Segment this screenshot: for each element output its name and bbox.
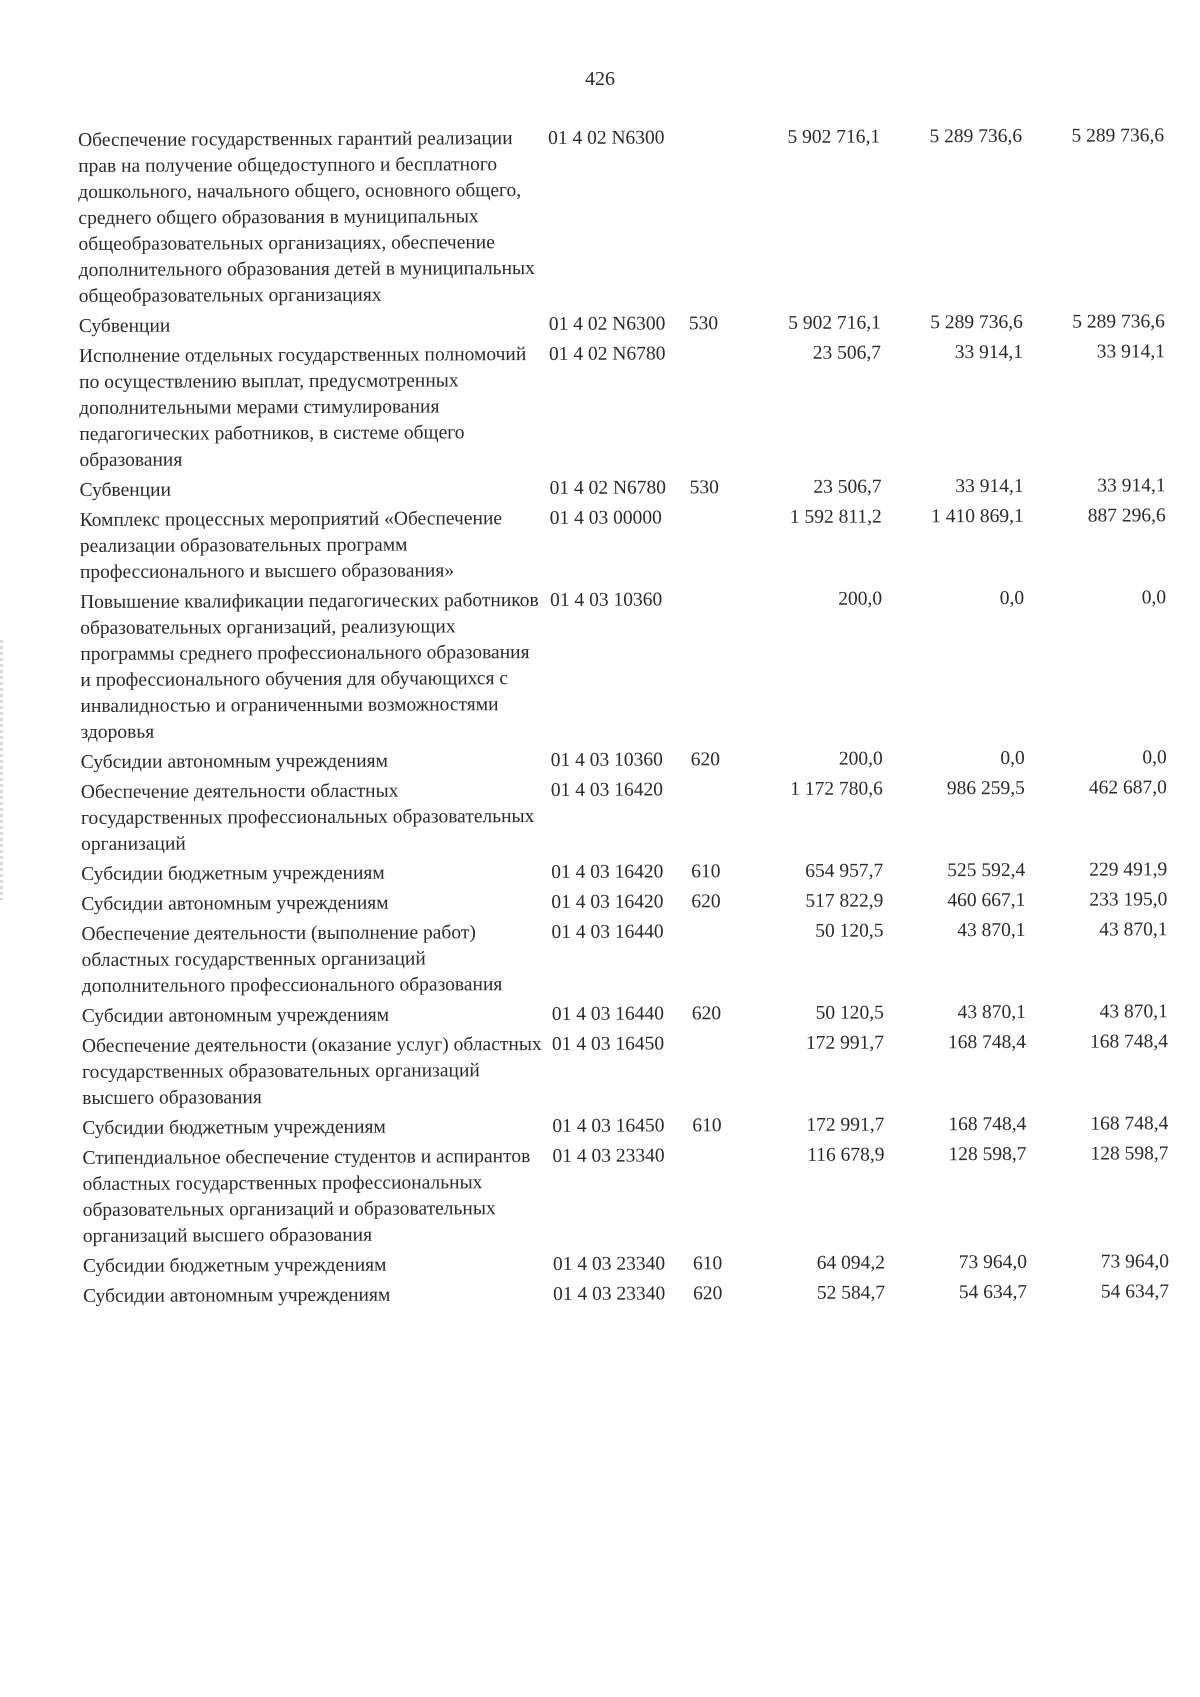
row-name: Субсидии автономным учреждениям — [80, 750, 388, 773]
row-value-2: 5 289 736,6 — [930, 311, 1023, 334]
row-type: 620 — [690, 749, 721, 771]
row-code: 01 4 03 23340 — [552, 1253, 666, 1275]
row-type — [688, 125, 739, 311]
row-code: 01 4 02 N6780 — [549, 477, 667, 499]
table-row — [79, 309, 1165, 344]
table-row — [80, 585, 1167, 750]
row-value-2: 168 748,4 — [947, 1031, 1027, 1054]
row-name: Субсидии автономным учреждениям — [83, 1284, 391, 1307]
table-row — [83, 1279, 1169, 1314]
row-value-3: 43 870,1 — [1099, 1001, 1168, 1023]
row-value-3: 229 491,9 — [1089, 859, 1168, 881]
table-row — [82, 1111, 1168, 1146]
row-value-2: 33 914,1 — [954, 341, 1024, 364]
row-value-3: 168 748,4 — [1090, 1113, 1169, 1135]
page-number: 426 — [585, 68, 615, 90]
table-row — [78, 123, 1165, 314]
row-code: 01 4 02 N6300 — [548, 127, 665, 149]
row-type: 620 — [693, 1283, 723, 1305]
row-name: Стипендиальное обеспечение студентов и аспирантов областных государственных профессиональных образовательных организаций и образовательных организаций высшего образования — [82, 1146, 531, 1247]
row-value-1: 50 120,5 — [815, 1002, 884, 1024]
table-row — [82, 999, 1168, 1034]
table-row — [81, 745, 1167, 780]
row-name: Субвенции — [79, 479, 172, 501]
row-type: 530 — [689, 477, 719, 499]
row-code: 01 4 03 10360 — [550, 589, 663, 611]
table-row — [82, 1141, 1168, 1254]
row-value-1: 200,0 — [838, 748, 883, 770]
row-name: Субсидии бюджетным учреждениям — [82, 1116, 386, 1139]
row-value-3: 128 598,7 — [1090, 1143, 1169, 1165]
table-row — [82, 1029, 1168, 1116]
row-value-3: 54 634,7 — [1100, 1281, 1170, 1303]
row-name: Исполнение отдельных государственных полномочий по осуществлению выплат, предусмотренных дополнительными мерами стимулирования педагогических работников, в системе общего образования — [78, 344, 527, 471]
row-value-1: 172 991,7 — [805, 1032, 885, 1054]
row-name: Обеспечение государственных гарантий реализации прав на получение общедоступного и бесплатного дошкольного, начального общего, основного общего, среднего общего образования в муниципальных общеобразовательных организациях, обеспечение дополнительного образования детей в муниципальных общеобразовательных организациях — [78, 128, 535, 307]
row-value-2: 0,0 — [999, 587, 1025, 609]
row-name: Повышение квалификации педагогических работников образовательных организаций, реализующих программы среднего профессионального образования и профессионального обучения для обучающихся с инвалидностью и ограниченными возможностями здоровья — [80, 589, 539, 743]
row-value-2: 0,0 — [1000, 747, 1025, 769]
row-code: 01 4 03 16440 — [551, 1003, 665, 1025]
budget-table-body — [78, 123, 1169, 1314]
row-code: 01 4 03 16440 — [551, 921, 664, 943]
row-type — [692, 1143, 742, 1251]
row-value-2: 986 259,5 — [946, 777, 1025, 800]
row-code: 01 4 03 23340 — [553, 1283, 666, 1305]
row-value-1: 116 678,9 — [807, 1144, 885, 1166]
row-name: Обеспечение деятельности областных государственных профессиональных образовательных организаций — [80, 780, 535, 855]
row-code: 01 4 03 10360 — [550, 749, 663, 771]
row-value-1: 172 991,7 — [806, 1114, 885, 1136]
row-value-1: 1 592 811,2 — [789, 506, 882, 528]
row-name: Обеспечение деятельности (оказание услуг) областных государственных образовательных организаций высшего образования — [81, 1033, 542, 1109]
row-value-2: 33 914,1 — [955, 475, 1024, 498]
row-value-1: 5 902 716,1 — [787, 126, 881, 148]
row-value-3: 73 964,0 — [1100, 1251, 1170, 1273]
row-type: 610 — [691, 861, 721, 883]
table-row — [81, 857, 1167, 892]
table-row — [80, 473, 1166, 508]
row-value-2: 525 592,4 — [947, 859, 1026, 882]
row-value-3: 0,0 — [1141, 587, 1167, 609]
row-value-1: 64 094,2 — [816, 1252, 886, 1274]
row-value-3: 462 687,0 — [1088, 777, 1167, 799]
row-value-3: 5 289 736,6 — [1072, 311, 1165, 333]
row-value-3: 43 870,1 — [1099, 919, 1168, 941]
row-code: 01 4 03 16420 — [550, 779, 664, 801]
row-code: 01 4 03 16450 — [551, 1033, 665, 1055]
row-value-2: 1 410 869,1 — [931, 505, 1024, 528]
row-type — [692, 1031, 742, 1113]
row-code: 01 4 03 00000 — [549, 507, 662, 529]
row-value-1: 52 584,7 — [816, 1282, 886, 1304]
table-row — [81, 887, 1167, 922]
row-name: Обеспечение деятельности (выполнение работ) областных государственных организаций дополнительного профессионального образования — [81, 922, 503, 997]
row-code: 01 4 03 23340 — [552, 1145, 665, 1167]
row-value-3: 5 289 736,6 — [1071, 125, 1165, 147]
row-type — [691, 777, 741, 859]
row-value-1: 23 506,7 — [813, 476, 882, 498]
row-type — [691, 919, 741, 1001]
row-value-2: 128 598,7 — [948, 1143, 1027, 1166]
row-value-2: 43 870,1 — [957, 1001, 1026, 1024]
row-code: 01 4 03 16420 — [551, 861, 664, 883]
row-type — [690, 587, 741, 747]
row-type: 530 — [688, 313, 719, 335]
row-value-1: 1 172 780,6 — [790, 778, 883, 800]
row-name: Субсидии автономным учреждениям — [81, 892, 389, 915]
row-name: Субсидии бюджетным учреждениям — [81, 862, 385, 885]
budget-table — [78, 123, 1169, 1314]
row-type — [689, 341, 740, 475]
row-value-1: 200,0 — [838, 588, 883, 610]
row-value-3: 233 195,0 — [1089, 889, 1168, 911]
row-value-2: 460 667,1 — [947, 889, 1026, 912]
row-code: 01 4 02 N6780 — [548, 343, 666, 365]
row-value-1: 517 822,9 — [805, 890, 884, 912]
row-value-2: 73 964,0 — [958, 1251, 1028, 1274]
row-value-2: 168 748,4 — [948, 1113, 1027, 1136]
row-name: Субсидии автономным учреждениям — [81, 1004, 390, 1027]
table-row — [81, 775, 1167, 862]
table-row — [83, 1249, 1169, 1284]
row-value-3: 887 296,6 — [1087, 505, 1166, 527]
row-value-3: 168 748,4 — [1089, 1031, 1169, 1053]
row-value-1: 50 120,5 — [815, 920, 884, 942]
row-value-3: 0,0 — [1142, 747, 1167, 769]
row-type: 610 — [692, 1115, 722, 1137]
row-value-3: 33 914,1 — [1097, 475, 1166, 497]
row-value-1: 654 957,7 — [805, 860, 884, 882]
table-row — [81, 917, 1167, 1004]
row-type — [690, 505, 740, 587]
row-value-1: 5 902 716,1 — [788, 312, 881, 334]
row-name: Субвенции — [78, 315, 171, 337]
row-value-2: 5 289 736,6 — [929, 125, 1023, 148]
row-value-1: 23 506,7 — [812, 342, 882, 364]
table-row — [79, 339, 1166, 478]
row-value-2: 43 870,1 — [957, 919, 1026, 942]
row-type: 620 — [691, 891, 721, 913]
scan-edge-artifact — [0, 640, 3, 900]
row-type: 620 — [691, 1003, 722, 1025]
row-name: Субсидии бюджетным учреждениям — [82, 1254, 387, 1277]
row-value-2: 54 634,7 — [958, 1281, 1028, 1304]
row-code: 01 4 03 16450 — [552, 1115, 665, 1137]
row-value-3: 33 914,1 — [1096, 341, 1166, 363]
row-code: 01 4 03 16420 — [551, 891, 664, 913]
row-type: 610 — [692, 1253, 723, 1275]
row-code: 01 4 02 N6300 — [548, 313, 666, 335]
table-row — [80, 503, 1166, 590]
row-name: Комплекс процессных мероприятий «Обеспечение реализации образовательных программ профессионального и высшего образования» — [79, 508, 503, 583]
